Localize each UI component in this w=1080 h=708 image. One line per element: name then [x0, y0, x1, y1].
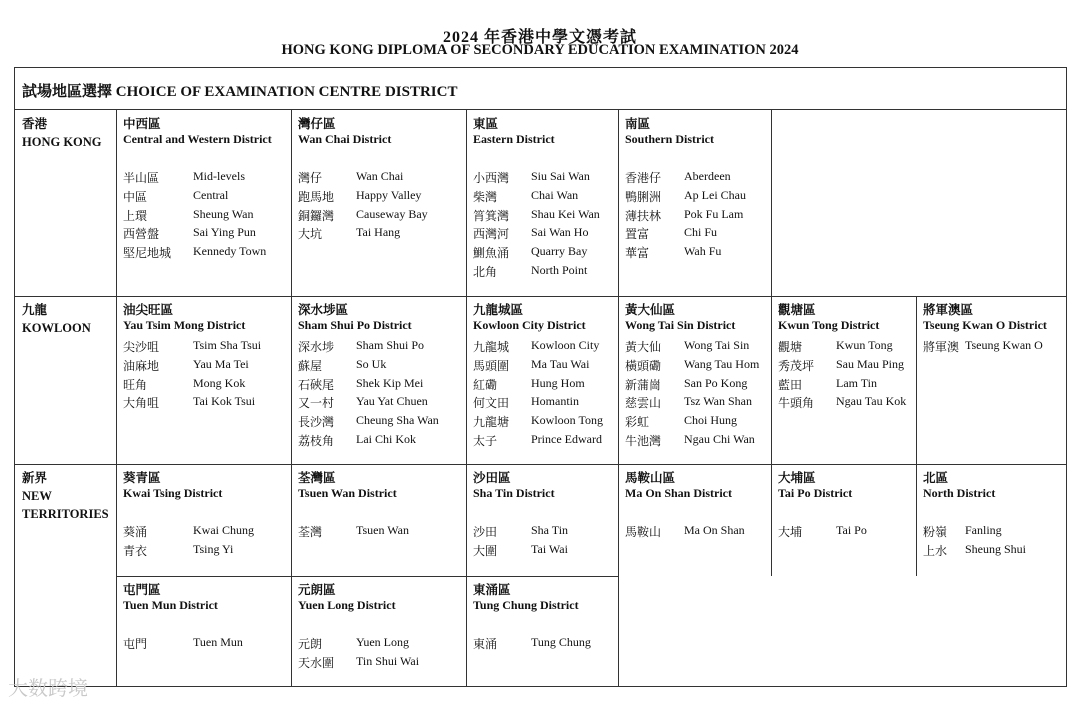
- district-name-zh: 九龍城區: [473, 303, 524, 317]
- place-name-en: Tai Hang: [356, 225, 401, 240]
- place-name-zh: 牛池灣: [625, 434, 662, 448]
- place-name-zh: 深水埗: [298, 340, 335, 354]
- place-name-en: Sheung Shui: [965, 541, 1027, 556]
- place-name-zh: 上水: [923, 543, 948, 558]
- place-name-en: Fanling: [965, 523, 1002, 537]
- place-name-en: Pok Fu Lam: [684, 206, 744, 221]
- district-name-en: Tsuen Wan District: [298, 486, 397, 500]
- place-name-en: Yau Ma Tei: [193, 356, 249, 371]
- place-name-zh: 旺角: [123, 377, 148, 392]
- place-name-zh: 又一村: [298, 396, 335, 411]
- place-name-en: Tsuen Wan: [356, 523, 409, 537]
- place-name-zh: 葵涌: [123, 525, 148, 539]
- place-name-zh: 橫頭磡: [625, 358, 662, 373]
- district-name-zh: 觀塘區: [778, 303, 816, 317]
- place-name-zh: 中區: [123, 189, 148, 204]
- place-name-en: Happy Valley: [356, 187, 422, 202]
- district-name-zh: 將軍澳區: [923, 303, 974, 317]
- place-name-zh: 尖沙咀: [123, 340, 160, 354]
- place-name-zh: 藍田: [778, 377, 803, 392]
- row-divider: [14, 296, 1067, 297]
- place-name-zh: 馬鞍山: [625, 525, 662, 539]
- place-name-en: Yuen Long: [356, 635, 409, 649]
- place-name-en: Prince Edward: [531, 432, 602, 446]
- place-name-zh: 牛頭角: [778, 396, 815, 411]
- place-name-zh: 天水圍: [298, 655, 335, 670]
- place-name-zh: 黃大仙: [625, 340, 662, 354]
- place-name-zh: 華富: [625, 246, 650, 261]
- place-name-en: Wong Tai Sin: [684, 338, 750, 352]
- place-name-en: Wan Chai: [356, 169, 404, 183]
- place-name-en: Sha Tin: [531, 523, 569, 537]
- place-name-en: Tuen Mun: [193, 635, 243, 649]
- district-name-en: Ma On Shan District: [625, 486, 733, 500]
- district-name-en: Central and Western District: [123, 132, 272, 146]
- region-label-en: NEW TERRITORIES: [22, 489, 109, 521]
- region-label-zh: 香港: [22, 117, 48, 131]
- place-name-zh: 蘇屋: [298, 358, 323, 373]
- place-name-zh: 紅磡: [473, 377, 498, 392]
- district-name-en: Kowloon City District: [473, 318, 586, 332]
- place-name-zh: 慈雲山: [625, 396, 662, 411]
- place-name-zh: 粉嶺: [923, 525, 948, 539]
- place-name-en: Shau Kei Wan: [531, 206, 600, 221]
- row-divider: [116, 576, 618, 577]
- district-name-zh: 黃大仙區: [625, 303, 676, 317]
- place-name-en: Tseung Kwan O: [965, 338, 1043, 352]
- place-name-zh: 新蒲崗: [625, 377, 662, 392]
- col-divider: [618, 110, 619, 687]
- place-name-en: Shek Kip Mei: [356, 375, 424, 390]
- place-name-zh: 九龍塘: [473, 415, 510, 430]
- place-name-zh: 薄扶林: [625, 208, 662, 223]
- place-name-zh: 鴨脷洲: [625, 189, 662, 204]
- district-name-en: Sha Tin District: [473, 486, 555, 500]
- district-name-en: Wong Tai Sin District: [625, 318, 736, 332]
- place-name-zh: 長沙灣: [298, 415, 335, 430]
- place-name-en: Central: [193, 187, 229, 202]
- place-name-en: Tsim Sha Tsui: [193, 338, 262, 352]
- place-name-en: North Point: [531, 263, 588, 277]
- district-name-en: Tseung Kwan O District: [923, 318, 1047, 332]
- place-name-en: Tsz Wan Shan: [684, 394, 752, 409]
- district-name-zh: 灣仔區: [298, 117, 336, 131]
- choice-title: 試場地區選擇 CHOICE OF EXAMINATION CENTRE DISTRICT: [22, 84, 458, 100]
- place-name-zh: 屯門: [123, 637, 148, 651]
- place-name-en: Causeway Bay: [356, 206, 428, 221]
- place-name-zh: 太子: [473, 434, 498, 448]
- district-name-en: Southern District: [625, 132, 714, 146]
- place-name-zh: 荃灣: [298, 525, 323, 539]
- place-name-zh: 上環: [123, 208, 148, 223]
- place-name-zh: 半山區: [123, 171, 160, 185]
- place-name-zh: 秀茂坪: [778, 358, 815, 373]
- place-name-zh: 銅鑼灣: [298, 208, 335, 223]
- region-label-zh: 九龍: [22, 303, 48, 317]
- place-name-en: Hung Hom: [531, 375, 585, 390]
- place-name-en: Sai Wan Ho: [531, 225, 589, 240]
- place-name-en: So Uk: [356, 356, 387, 371]
- place-name-en: Wang Tau Hom: [684, 356, 760, 371]
- district-name-en: Kwun Tong District: [778, 318, 880, 332]
- place-name-zh: 馬頭圍: [473, 358, 510, 373]
- district-name-zh: 屯門區: [123, 583, 161, 597]
- place-name-zh: 石硤尾: [298, 377, 335, 392]
- place-name-en: Lam Tin: [836, 375, 878, 390]
- place-name-en: Sau Mau Ping: [836, 356, 905, 371]
- place-name-en: Wah Fu: [684, 244, 722, 259]
- place-name-zh: 跑馬地: [298, 189, 335, 204]
- col-divider: [916, 296, 917, 576]
- place-name-en: Sai Ying Pun: [193, 225, 256, 240]
- district-name-zh: 元朗區: [298, 583, 336, 597]
- district-name-en: Wan Chai District: [298, 132, 392, 146]
- place-name-zh: 鰂魚涌: [473, 246, 510, 261]
- region-label-zh: 新界: [22, 471, 48, 485]
- place-name-zh: 大坑: [298, 227, 323, 242]
- place-name-en: Ma Tau Wai: [531, 356, 590, 371]
- district-name-zh: 荃灣區: [298, 471, 336, 485]
- district-name-zh: 東涌區: [473, 583, 511, 597]
- district-name-zh: 深水埗區: [298, 303, 349, 317]
- place-name-en: Sham Shui Po: [356, 338, 425, 352]
- district-name-en: Sham Shui Po District: [298, 318, 412, 332]
- place-name-en: Tung Chung: [531, 635, 591, 649]
- place-name-zh: 沙田: [473, 525, 498, 539]
- place-name-en: Kowloon City: [531, 338, 600, 352]
- col-divider: [466, 110, 467, 687]
- district-name-en: Eastern District: [473, 132, 555, 146]
- place-name-zh: 大圍: [473, 543, 498, 558]
- place-name-zh: 北角: [473, 265, 498, 279]
- place-name-en: Sheung Wan: [193, 206, 254, 221]
- place-name-zh: 彩虹: [625, 415, 650, 430]
- district-name-en: Tai Po District: [778, 486, 853, 500]
- district-name-zh: 北區: [923, 471, 949, 485]
- place-name-en: Cheung Sha Wan: [356, 413, 439, 428]
- row-divider: [14, 464, 1067, 465]
- place-name-zh: 小西灣: [473, 171, 510, 185]
- region-label-en: KOWLOON: [22, 321, 91, 335]
- place-name-zh: 堅尼地城: [123, 246, 172, 261]
- place-name-zh: 將軍澳: [923, 340, 960, 354]
- place-name-en: Lai Chi Kok: [356, 432, 416, 446]
- district-name-zh: 葵青區: [123, 471, 161, 485]
- place-name-en: Kwun Tong: [836, 338, 893, 352]
- place-name-en: Homantin: [531, 394, 579, 409]
- place-name-en: Kwai Chung: [193, 523, 254, 537]
- place-name-zh: 西營盤: [123, 227, 160, 242]
- place-name-zh: 灣仔: [298, 171, 323, 185]
- place-name-en: Quarry Bay: [531, 244, 588, 259]
- place-name-zh: 油麻地: [123, 358, 160, 373]
- district-name-zh: 馬鞍山區: [625, 471, 676, 485]
- district-name-en: Kwai Tsing District: [123, 486, 223, 500]
- place-name-en: Aberdeen: [684, 169, 731, 183]
- place-name-zh: 何文田: [473, 396, 510, 411]
- place-name-en: Ngau Tau Kok: [836, 394, 907, 409]
- place-name-en: Yau Yat Chuen: [356, 394, 428, 409]
- place-name-zh: 置富: [625, 227, 650, 242]
- place-name-en: Kowloon Tong: [531, 413, 603, 428]
- place-name-en: Tin Shui Wai: [356, 653, 420, 668]
- choice-header-row: [14, 67, 1067, 110]
- district-name-en: Tung Chung District: [473, 598, 579, 612]
- district-name-zh: 沙田區: [473, 471, 511, 485]
- watermark: 大数跨境: [8, 676, 88, 700]
- place-name-en: Tai Po: [836, 523, 867, 537]
- place-name-zh: 青衣: [123, 543, 148, 558]
- place-name-zh: 西灣河: [473, 227, 510, 242]
- col-divider: [771, 110, 772, 296]
- place-name-zh: 柴灣: [473, 189, 498, 204]
- place-name-zh: 大角咀: [123, 396, 160, 411]
- district-name-zh: 中西區: [123, 117, 161, 131]
- place-name-en: Ma On Shan: [684, 523, 745, 537]
- place-name-zh: 大埔: [778, 525, 803, 539]
- place-name-zh: 元朗: [298, 637, 323, 651]
- place-name-en: Mong Kok: [193, 375, 246, 390]
- place-name-en: Tsing Yi: [193, 541, 234, 556]
- district-name-zh: 東區: [473, 117, 499, 131]
- region-label-en: HONG KONG: [22, 135, 102, 149]
- place-name-zh: 觀塘: [778, 340, 803, 354]
- district-name-en: North District: [923, 486, 996, 500]
- district-name-zh: 南區: [625, 117, 651, 131]
- col-divider: [291, 110, 292, 687]
- place-name-zh: 香港仔: [625, 171, 662, 185]
- district-name-en: Yuen Long District: [298, 598, 396, 612]
- place-name-en: Ap Lei Chau: [684, 187, 746, 202]
- district-name-zh: 油尖旺區: [123, 303, 174, 317]
- place-name-zh: 東涌: [473, 637, 498, 651]
- place-name-en: Mid-levels: [193, 169, 245, 183]
- place-name-en: Chi Fu: [684, 225, 718, 240]
- place-name-zh: 九龍城: [473, 340, 510, 354]
- district-name-zh: 大埔區: [778, 471, 816, 485]
- place-name-en: Ngau Chi Wan: [684, 432, 755, 446]
- place-name-en: Choi Hung: [684, 413, 738, 428]
- col-divider: [771, 296, 772, 576]
- place-name-en: Tai Wai: [531, 541, 568, 556]
- place-name-zh: 筲箕灣: [473, 208, 510, 223]
- place-name-zh: 荔枝角: [298, 434, 335, 448]
- exam-title-en: HONG KONG DIPLOMA OF SECONDARY EDUCATION EXAMINATION 2024: [281, 42, 799, 58]
- place-name-en: Tai Kok Tsui: [193, 394, 256, 409]
- col-divider: [116, 110, 117, 687]
- place-name-en: Kennedy Town: [193, 244, 267, 259]
- place-name-en: San Po Kong: [684, 375, 748, 390]
- district-name-en: Yau Tsim Mong District: [123, 318, 246, 332]
- place-name-en: Siu Sai Wan: [531, 169, 590, 183]
- exam-title-zh: 2024 年香港中學文憑考試: [442, 29, 637, 46]
- place-name-en: Chai Wan: [531, 187, 579, 202]
- district-name-en: Tuen Mun District: [123, 598, 218, 612]
